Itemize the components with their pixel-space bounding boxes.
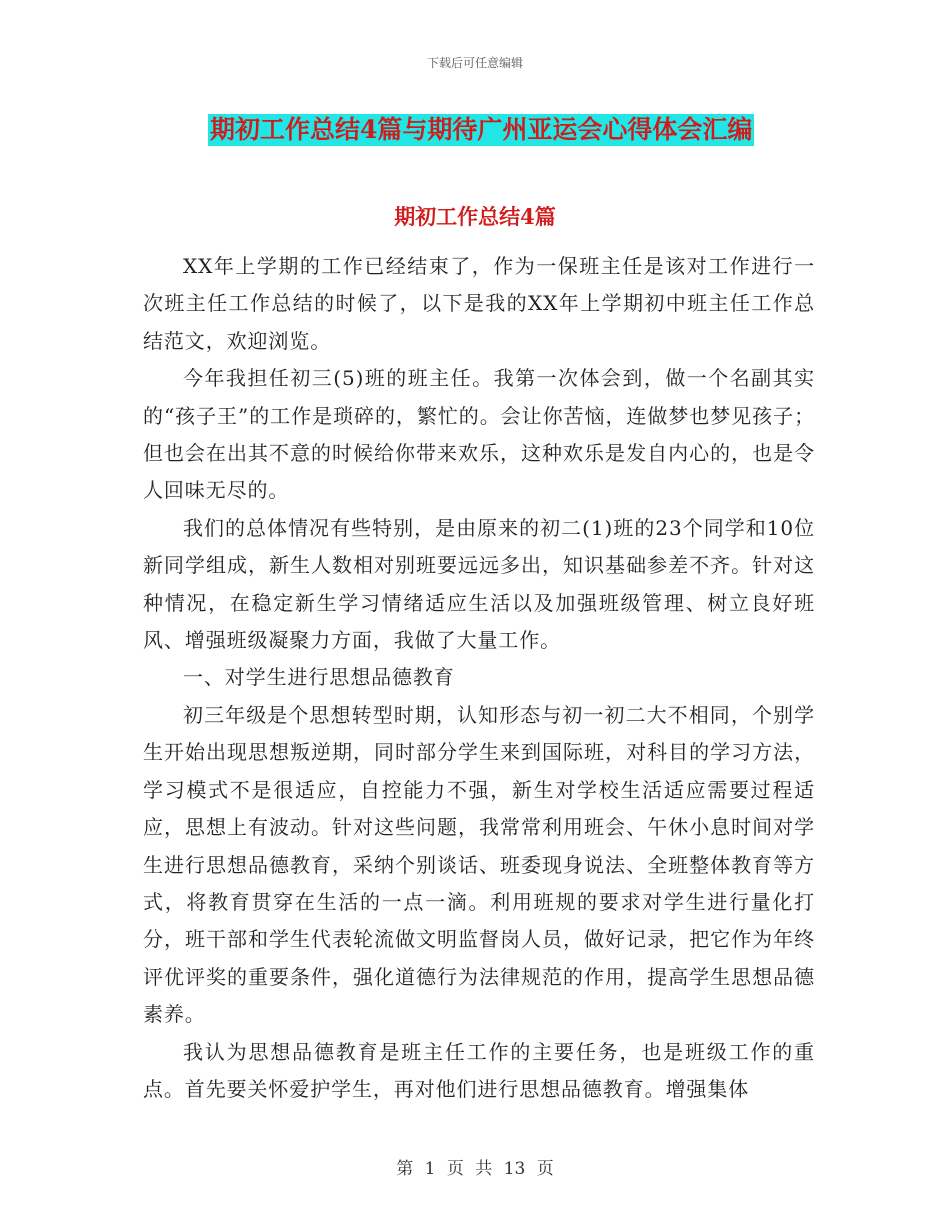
paragraph: 初三年级是个思想转型时期，认知形态与初一初二大不相同，个别学生开始出现思想叛逆期，同时部分学生来到国际班，对科目的学习方法，学习模式不是很适应，自控能力不强，新生对学校生活适应需要过程适应，思想上有波动。针对这些问题，我常常利用班会、午休小息时间对学生进行思想品德教育，采纳个别谈话、班委现身说法、全班整体教育等方式，将教育贯穿在生活的一点一滴。利用班规的要求对学生进行量化打分，班干部和学生代表轮流做文明监督岗人员，做好记录，把它作为年终评优评奖的重要条件，强化道德行为法律规范的作用，提高学生思想品德素养。 bbox=[143, 702, 815, 1027]
paragraph: XX年上学期的工作已经结束了，作为一保班主任是该对工作进行一次班主任工作总结的时候了，以下是我的XX年上学期初中班主任工作总结范文，欢迎浏览。 bbox=[143, 254, 815, 353]
subheading: 一、对学生进行思想品德教育 bbox=[183, 665, 455, 690]
page-footer: 第 1 页 共 13 页 bbox=[396, 1159, 554, 1179]
paragraph: 今年我担任初三(5)班的班主任。我第一次体会到，做一个名副其实的“孩子王”的工作是琐碎的，繁忙的。会让你苦恼，连做梦也梦见孩子；但也会在出其不意的时候给你带来欢乐，这种欢乐是发自内心的，也是令人回味无尽的。 bbox=[143, 366, 815, 503]
header-note: 下载后可任意编辑 bbox=[426, 56, 523, 70]
document-title: 期初工作总结4篇与期待广州亚运会心得体会汇编 bbox=[210, 115, 753, 144]
paragraph: 我认为思想品德教育是班主任工作的主要任务，也是班级工作的重点。首先要关怀爱护学生，再对他们进行思想品德教育。增强集体 bbox=[143, 1039, 815, 1101]
section-title: 期初工作总结4篇 bbox=[394, 204, 556, 229]
paragraph: 我们的总体情况有些特别，是由原来的初二(1)班的23个同学和10位新同学组成，新生人数相对别班要远远多出，知识基础参差不齐。针对这种情况，在稳定新生学习情绪适应生活以及加强班级管理、树立良好班风、增强班级凝聚力方面，我做了大量工作。 bbox=[143, 515, 815, 653]
body-text bbox=[143, 248, 815, 1108]
